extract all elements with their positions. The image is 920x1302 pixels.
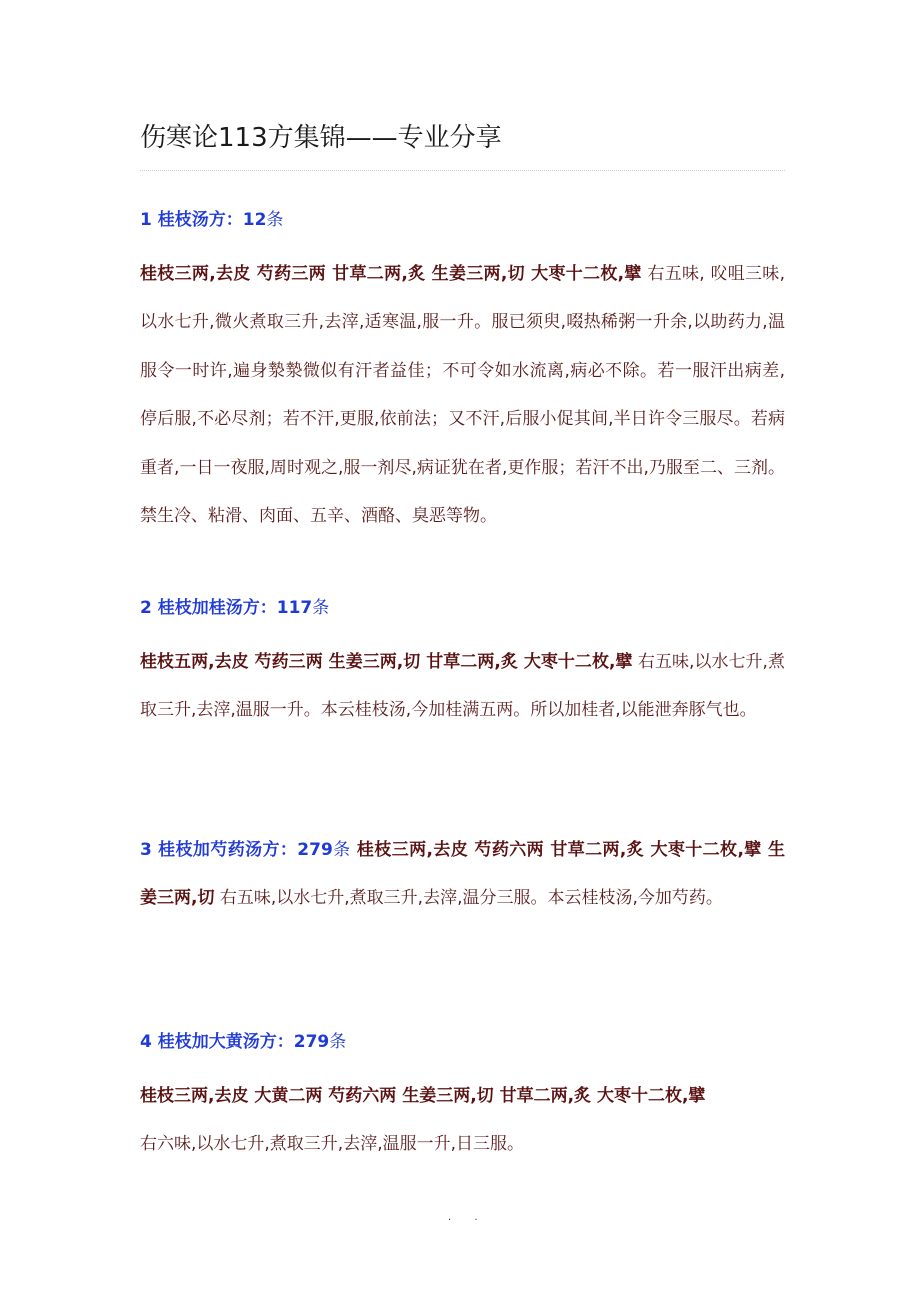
formula-body-1 bbox=[140, 250, 785, 540]
formula-ingredients-2: 桂枝五两,去皮 芍药三两 生姜三两,切 甘草二两,炙 大枣十二枚,擘 bbox=[140, 652, 633, 672]
formula-ingredients-4: 桂枝三两,去皮 大黄二两 芍药六两 生姜三两,切 甘草二两,炙 大枣十二枚,擘 bbox=[140, 1086, 706, 1106]
formula-body-2 bbox=[140, 638, 785, 735]
formula-ingredients-1: 桂枝三两,去皮 芍药三两 甘草二两,炙 生姜三两,切 大枣十二枚,擘 bbox=[140, 264, 642, 284]
formula-heading-2: 2 桂枝加桂汤方：117条 bbox=[140, 598, 330, 618]
page-footer-dots: . . bbox=[448, 1212, 488, 1223]
formula-body-3 bbox=[140, 826, 785, 923]
heading-unit: 条 bbox=[312, 598, 330, 618]
formula-body-4 bbox=[140, 1072, 785, 1169]
formula-instructions-3: 右五味,以水七升,煮取三升,去滓,温分三服。本云桂枝汤,今加芍药。 bbox=[214, 888, 723, 909]
title-divider bbox=[140, 170, 785, 171]
formula-section-3 bbox=[140, 826, 785, 923]
formula-heading-1: 1 桂枝汤方：12条 bbox=[140, 210, 284, 230]
formula-ingredients-3: 桂枝三两,去皮 芍药六两 甘草二两,炙 大枣十二枚,擘 生姜三两,切 bbox=[140, 840, 786, 909]
formula-section-1 bbox=[140, 208, 785, 540]
heading-unit: 条 bbox=[266, 210, 284, 230]
formula-instructions-1: 右五味, 㕮咀三味,以水七升,微火煮取三升,去滓,适寒温,服一升。服已须臾,啜热稀粥一升余,以助药力,温服令一时许,遍身漐漐微似有汗者益佳；不可令如水流离,病必不除。若一服汗出病差,停后服,不必尽剂；若不汗,更服,依前法；又不汗,后服小促其间,半日许令三服尽。若病重者,一日一夜服,周时观之,服一剂尽,病证犹在者,更作服；若汗不出,乃服至二、三剂。禁生冷、粘滑、肉面、五辛、酒酪、臭恶等物。 bbox=[140, 264, 785, 527]
formula-section-4 bbox=[140, 1030, 785, 1169]
formula-heading-3: 3 桂枝加芍药汤方：279条 bbox=[140, 840, 351, 860]
formula-instructions-4: 右六味,以水七升,煮取三升,去滓,温服一升,日三服。 bbox=[140, 1134, 525, 1155]
formula-section-2 bbox=[140, 596, 785, 735]
heading-unit: 条 bbox=[329, 1032, 347, 1052]
page-title: 伤寒论113方集锦——专业分享 bbox=[140, 123, 502, 153]
formula-instructions-2: 右五味,以水七升,煮取三升,去滓,温服一升。本云桂枝汤,今加桂满五两。所以加桂者,以能泄奔豚气也。 bbox=[140, 652, 785, 721]
heading-unit: 条 bbox=[332, 840, 351, 860]
formula-heading-4: 4 桂枝加大黄汤方：279条 bbox=[140, 1032, 347, 1052]
